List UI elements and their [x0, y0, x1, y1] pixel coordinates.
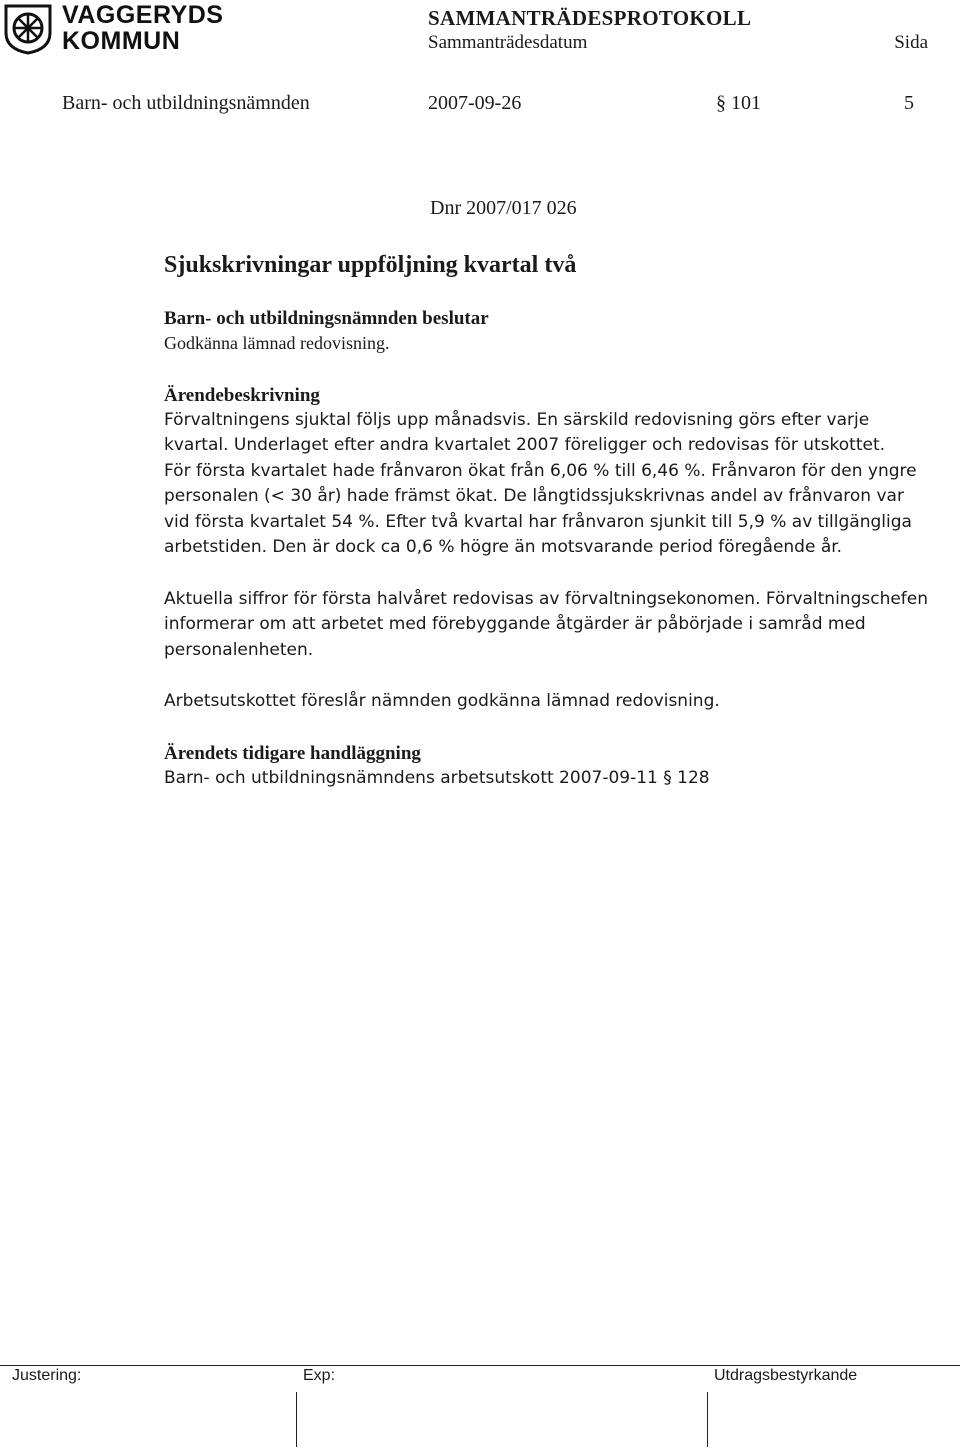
utdrag-label: Utdragsbestyrkande	[714, 1367, 858, 1384]
document-body	[164, 250, 934, 791]
exp-label: Exp:	[303, 1367, 336, 1384]
description-heading: Ärendebeskrivning	[164, 384, 320, 406]
municipality-logo-text: VAGGERYDS KOMMUN	[62, 1, 224, 55]
decision-text: Godkänna lämnad redovisning.	[164, 333, 390, 353]
description-paragraph-1b: För första kvartalet hade frånvaron ökat från 6,06 % till 6,46 %. Frånvaron för den yngre personalen (< 30 år) hade främst ökat. De långtidssjukskrivnas andel av frånvaron var vid första kvartalet 54 %. Efter två kvartal har frånvaron sjunkit till 5,9 % av tillgängliga arbetstiden. Den är dock ca 0,6 % högre än motsvarande period föregående år.	[164, 460, 917, 557]
page-label: Sida	[894, 32, 928, 53]
description-paragraph-1a: Förvaltningens sjuktal följs upp månadsvis. En särskild redovisning görs efter varje kvartal. Underlaget efter andra kvartalet 2007 föreligger och redovisas för utskottet.	[164, 409, 886, 455]
board-name: Barn- och utbildningsnämnden	[62, 92, 310, 114]
decision-heading: Barn- och utbildningsnämnden beslutar	[164, 308, 489, 329]
justering-label: Justering:	[12, 1367, 82, 1384]
registration-number: Dnr 2007/017 026	[430, 197, 577, 219]
meeting-date: 2007-09-26	[428, 92, 522, 114]
description-paragraph-2: Aktuella siffror för första halvåret redovisas av förvaltningsekonomen. Förvaltningschefen informerar om att arbetet med förebyggande åtgärder är påbörjade i samråd med personalenheten.	[164, 588, 929, 660]
municipality-crest-icon	[2, 3, 54, 55]
page-number: 5	[904, 92, 914, 114]
paragraph-number: § 101	[716, 92, 761, 114]
description-paragraph-3: Arbetsutskottet föreslår nämnden godkänna lämnad redovisning.	[164, 691, 720, 711]
footer-divider	[0, 1365, 960, 1366]
history-heading: Ärendets tidigare handläggning	[164, 742, 421, 764]
history-text: Barn- och utbildningsnämndens arbetsutskott 2007-09-11 § 128	[164, 767, 710, 788]
document-type: SAMMANTRÄDESPROTOKOLL	[428, 6, 752, 30]
meeting-date-label: Sammanträdesdatum	[428, 32, 588, 53]
footer-column-divider	[707, 1392, 708, 1447]
case-title: Sjukskrivningar uppföljning kvartal två	[164, 252, 577, 278]
footer-column-divider	[296, 1392, 297, 1447]
